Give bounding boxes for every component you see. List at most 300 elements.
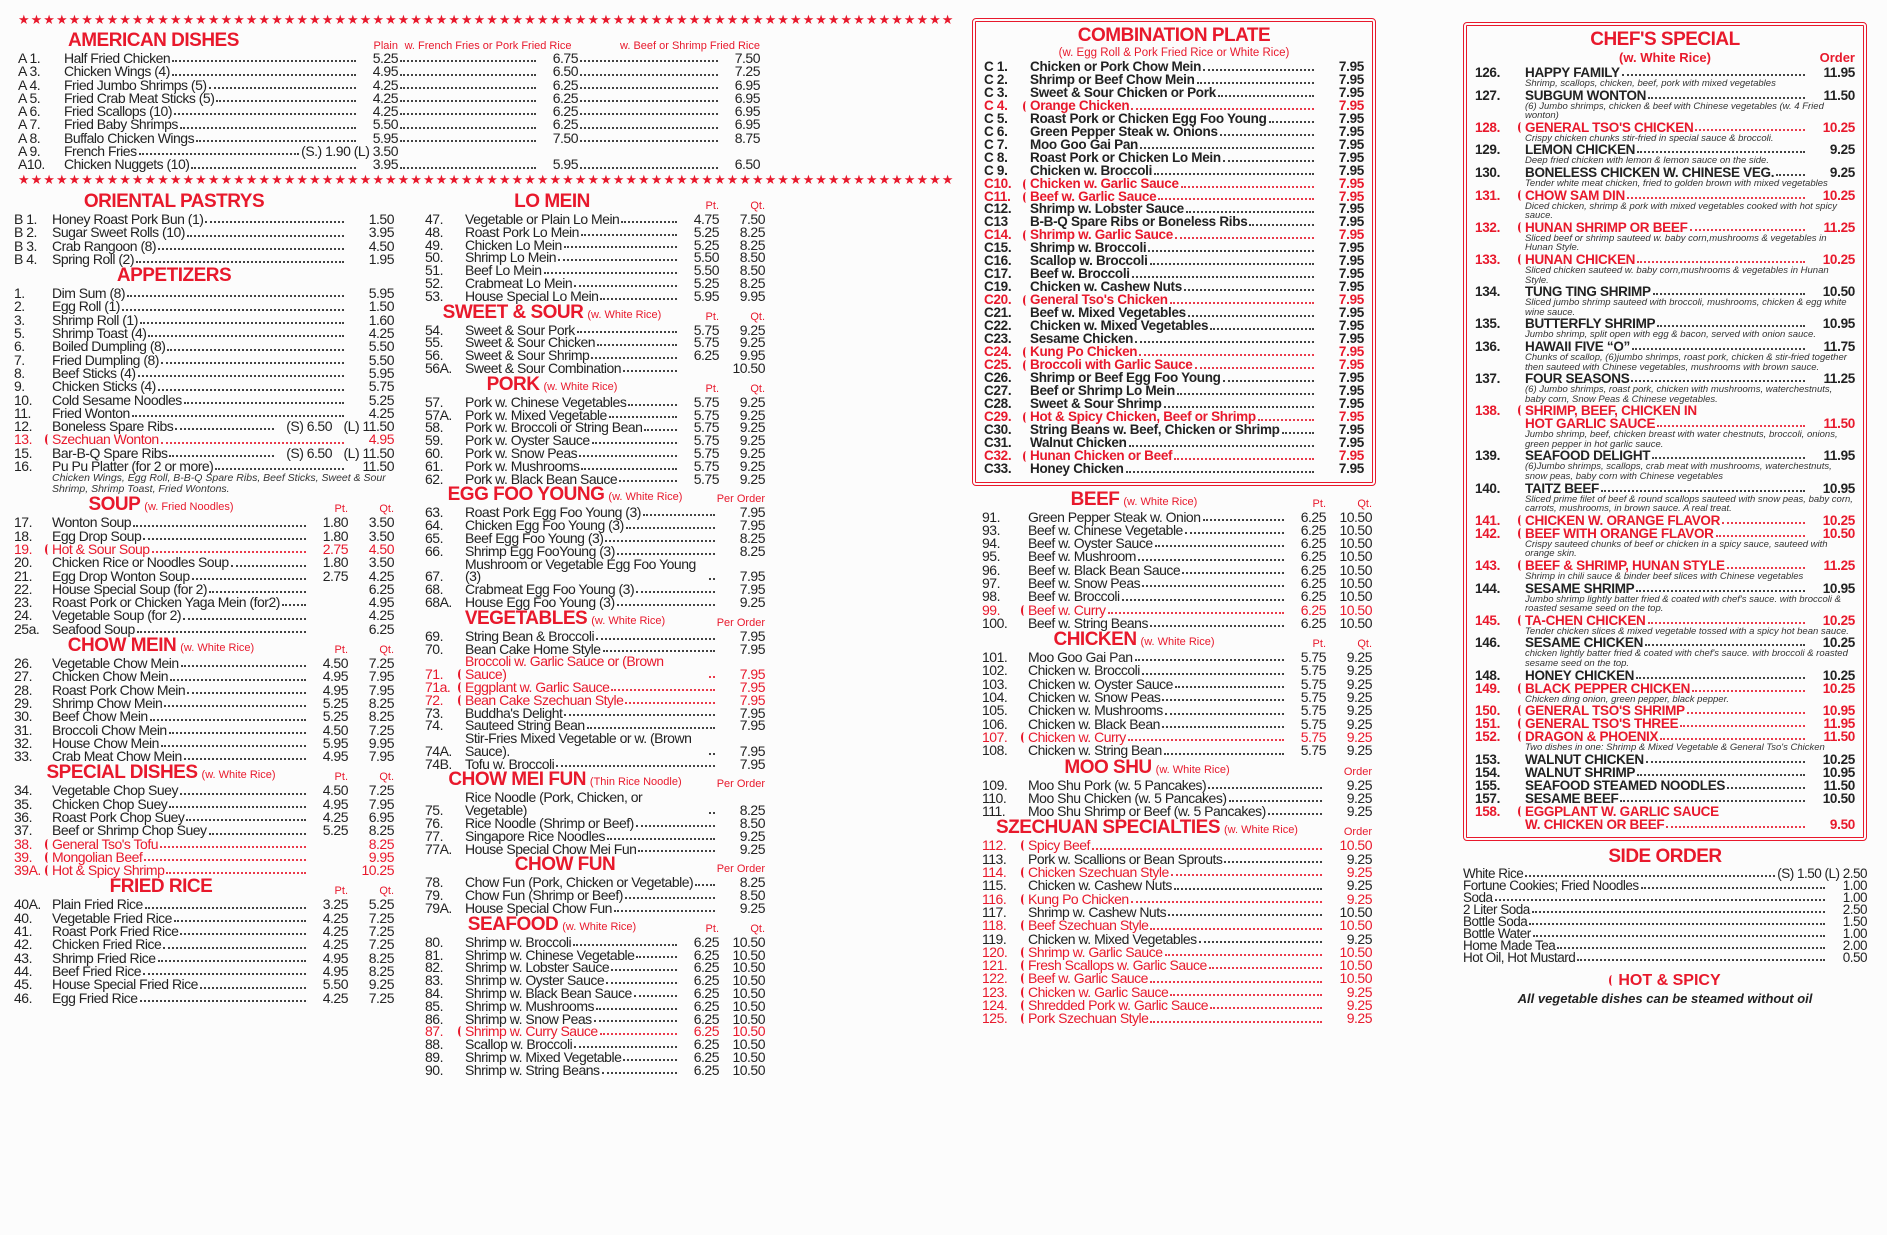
section-header [425, 915, 765, 935]
item-number: 114. [982, 866, 1028, 879]
item-number: 44. [14, 962, 32, 979]
item-number: 11. [14, 404, 31, 421]
hot-spicy-icon [45, 839, 51, 850]
item-price: 10.50 [732, 1023, 765, 1040]
dot-leader [607, 838, 715, 840]
item-price: 8.25 [739, 236, 765, 253]
section-szechuan-specialties [982, 818, 1372, 1025]
item-number: C15. [984, 240, 1012, 256]
hot-spicy-icon [1518, 560, 1524, 571]
item-number: C 1. [984, 59, 1008, 74]
dot-leader [709, 812, 715, 814]
section-title: PORK [486, 373, 540, 395]
item-description: (6) Jumbo shrimps, roast pork, chicken with mushrooms, waterchestnuts, baby corn, Snow Peas & Chinese vegetables. [1525, 384, 1833, 405]
item-price: 11.95 [1823, 716, 1855, 732]
item-number: 99. [982, 604, 1028, 617]
item-number: A10. [18, 156, 45, 173]
item-price: 7.25 [368, 909, 394, 926]
item-price: 5.25 [322, 822, 348, 839]
item-name: Sesame Chicken [1030, 331, 1134, 347]
dot-leader [574, 1046, 677, 1048]
item-price: 9.95 [739, 347, 765, 364]
item-name: Pork w. Broccoli or String Bean [465, 419, 643, 436]
item-number: 122. [982, 972, 1028, 985]
item-price: 7.95 [739, 717, 765, 734]
column-label: w. Beef or Shrimp Fried Rice [620, 40, 760, 52]
dot-leader [184, 402, 344, 404]
item-name: Sweet & Sour Combination [465, 359, 622, 376]
item-name: Boneless Spare Ribs [52, 418, 174, 435]
item-name: Buddha's Delight [465, 704, 563, 721]
item-name: Chicken Chop Suey [52, 795, 168, 812]
section-title-area [425, 855, 705, 875]
item-price: 6.25 [552, 89, 578, 106]
item-name: Shrimp w. Broccoli [465, 933, 572, 950]
section-title-area [14, 636, 308, 656]
item-number: 146. [1475, 635, 1501, 651]
item-number: 39A. [14, 864, 52, 877]
price-cell [578, 65, 760, 78]
menu-item [1475, 121, 1855, 134]
item-number: 83. [425, 972, 443, 989]
section-side-order [1463, 847, 1867, 964]
dot-leader [596, 638, 715, 640]
dot-leader [1150, 263, 1314, 265]
item-price: 7.95 [1338, 97, 1364, 113]
dot-leader [636, 825, 715, 827]
item-price: 9.25 [1346, 649, 1372, 666]
item-number: 133. [1475, 253, 1525, 266]
column-label: Qt. [1357, 497, 1372, 510]
item-price: 6.25 [693, 1061, 719, 1078]
section-chicken [982, 630, 1372, 757]
item-name: Vegetable Fried Rice [52, 909, 172, 926]
dot-leader [636, 591, 715, 593]
hot-spicy-icon [1021, 960, 1027, 971]
item-number: A 3. [18, 63, 41, 80]
item-price: 6.50 [552, 63, 578, 80]
section-title: BEEF [1070, 488, 1120, 510]
dot-leader [1155, 545, 1284, 547]
item-name: Hot & Spicy Shrimp [52, 862, 165, 879]
item-name: Chicken Lo Mein [465, 236, 562, 253]
item-name: Orange Chicken [1030, 97, 1130, 113]
item-name: Szechuan Wonton [52, 431, 159, 448]
item-price: 2.75 [322, 567, 348, 584]
item-price: 4.95 [322, 748, 348, 765]
dot-leader [580, 74, 718, 76]
item-price: 6.25 [693, 1023, 719, 1040]
item-price: 1.80 [322, 554, 348, 571]
item-number: A 8. [18, 129, 41, 146]
hot-spicy-icon [1021, 947, 1027, 958]
item-price: 9.25 [739, 419, 765, 436]
item-name: Green Pepper Steak w. Onion [1028, 508, 1201, 525]
section-subtitle: (w. White Rice) [1619, 50, 1711, 65]
section-title-area [982, 630, 1286, 650]
column-label: Qt. [379, 644, 394, 657]
item-price: 7.95 [1338, 460, 1364, 476]
item-name: EGGPLANT W. GARLIC SAUCE [1525, 803, 1719, 819]
item-number: 96. [982, 561, 1000, 578]
item-description: Sliced beef or shrimp sauteed w. baby corn,mushrooms & vegetables in Hunan Style. [1525, 232, 1827, 254]
item-price: 7.95 [1338, 214, 1364, 230]
item-price: 7.95 [1338, 343, 1364, 359]
item-price: 6.25 [693, 946, 719, 963]
item-name: Chicken w. Garlic Sauce [1028, 983, 1169, 1000]
menu-item [1475, 682, 1855, 695]
item-name: GENERAL TSO'S SHRIMP [1525, 703, 1685, 719]
item-number: 43. [14, 949, 32, 966]
item-price: 9.25 [1346, 850, 1372, 867]
item-price: 7.95 [1338, 331, 1364, 347]
item-price: 9.95 [368, 848, 394, 865]
item-name: Crab Meat Chow Mein [52, 748, 182, 765]
dot-leader [1168, 914, 1322, 916]
dot-leader [587, 727, 715, 729]
section-lo-mein [425, 192, 765, 303]
item-price: 2.75 [322, 540, 348, 557]
dot-leader [163, 947, 306, 949]
dot-leader [609, 416, 677, 418]
item-price: 7.95 [368, 795, 394, 812]
item-name: House Special Chow Fun [465, 900, 612, 917]
item-name: Chicken w. Black Bean [1028, 715, 1160, 732]
item-price: 10.50 [1339, 574, 1372, 591]
dot-leader [1645, 644, 1805, 646]
item-number: 139. [1475, 448, 1501, 464]
item-number: 77. [425, 827, 443, 844]
item-number: 52. [425, 274, 443, 291]
hot-spicy-icon [1518, 528, 1524, 539]
dot-leader [1210, 1007, 1322, 1009]
item-number: 79A. [425, 900, 452, 917]
dot-leader [1148, 250, 1314, 252]
item-price: 7.95 [1338, 318, 1364, 334]
dot-leader [174, 920, 306, 922]
item-name: Spring Roll (2) [52, 250, 134, 267]
item-number: 35. [14, 795, 32, 812]
item-number: 113. [982, 850, 1007, 867]
item-name: Roast Pork or Chicken Egg Foo Young [1030, 110, 1267, 126]
item-number: 102. [982, 662, 1008, 679]
item-price: 10.25 [1822, 512, 1855, 528]
menu-item [14, 989, 394, 1006]
item-price: 8.25 [739, 542, 765, 559]
item-price: 7.95 [739, 691, 765, 708]
item-price: 5.95 [368, 364, 394, 381]
section-title: EGG FOO YOUNG [447, 484, 605, 506]
section-special-dishes [14, 763, 394, 877]
item-number: 134. [1475, 284, 1501, 300]
item-number: 47. [425, 211, 443, 227]
item-name: SHRIMP, BEEF, CHICKEN IN [1525, 403, 1697, 419]
item-price: 10.50 [1339, 601, 1372, 618]
item-name: Dim Sum (8) [52, 285, 126, 302]
item-price: 5.75 [1300, 742, 1326, 759]
dot-leader [1660, 738, 1805, 740]
section-header [14, 877, 394, 897]
section-title: APPETIZERS [116, 265, 232, 287]
column-label: Plain [373, 40, 398, 52]
section-title-area [984, 26, 1364, 46]
hot-spicy-icon [1518, 683, 1524, 694]
item-price: 7.95 [1338, 71, 1364, 87]
column-label: Pt. [334, 503, 348, 516]
item-name: Kung Po Chicken [1030, 343, 1138, 359]
dot-leader [1131, 108, 1314, 110]
section-appetizers [14, 266, 394, 495]
dot-leader [169, 455, 274, 457]
menu-item [425, 655, 765, 681]
item-number: C 9. [984, 162, 1008, 178]
dot-leader [1170, 302, 1314, 304]
item-price: 10.95 [1822, 703, 1855, 719]
price-plain-cell [214, 89, 398, 106]
dot-leader [160, 846, 306, 848]
item-price: 7.95 [739, 704, 765, 721]
menu-item [1475, 221, 1855, 234]
item-price: 9.25 [1346, 890, 1372, 907]
dot-leader [282, 604, 306, 606]
hot-spicy-label: HOT & SPICY [1618, 971, 1721, 989]
section-title: SZECHUAN SPECIALTIES [996, 817, 1221, 839]
hot-spicy-icon [1021, 867, 1027, 878]
item-price: 4.25 [322, 923, 348, 940]
item-price: 8.25 [368, 962, 394, 979]
item-number: B 3. [14, 237, 37, 254]
item-price: 6.25 [693, 933, 719, 950]
dot-leader [709, 753, 715, 755]
item-number: 98. [982, 588, 1000, 605]
item-price: 7.25 [368, 655, 394, 672]
item-description: Jumbo shrimp lightly batter fried & coated with chef's sauce. with broccoli & roasted sesame seed on the top. [1525, 593, 1841, 615]
dot-leader [1653, 293, 1805, 295]
item-number: 25a. [14, 620, 40, 637]
item-name: FOUR SEASONS [1525, 371, 1630, 387]
item-number: 53. [425, 287, 443, 304]
item-name: Singapore Rice Noodles [465, 827, 605, 844]
item-price: 6.50 [734, 156, 760, 173]
item-price: 7.95 [1338, 59, 1364, 74]
item-name: Crab Rangoon (8) [52, 237, 157, 254]
dot-leader [1150, 1021, 1322, 1023]
item-name: Shrimp w. Garlic Sauce [1028, 943, 1163, 960]
item-name: Vegetable Soup (for 2) [52, 607, 182, 624]
dot-leader [186, 819, 306, 821]
item-name: Beef w. Oyster Sauce [1028, 535, 1153, 552]
item-price: 5.75 [1300, 702, 1326, 719]
item-number: 120. [982, 946, 1028, 959]
item-name: Beef w. Mixed Vegetables [1030, 305, 1186, 321]
item-number: 112. [982, 839, 1028, 852]
dot-leader [1195, 367, 1314, 369]
item-number: 74B. [425, 755, 452, 772]
item-name: Beef w. Black Bean Sauce [1028, 561, 1181, 578]
item-number: B 2. [14, 224, 37, 241]
item-price: 9.25 [739, 840, 765, 857]
item-price: 10.50 [1339, 957, 1372, 974]
item-number: 74. [425, 717, 443, 734]
item-number: 86. [425, 1010, 443, 1027]
item-price: 5.75 [693, 406, 719, 423]
item-name: Hot & Sour Soup [52, 540, 150, 557]
item-number: 148. [1475, 667, 1501, 683]
section-sweet-sour [425, 303, 765, 375]
item-name: Shrimp Egg FooYoung (3) [465, 542, 615, 559]
item-name: Roast Pork Egg Foo Young (3) [465, 504, 641, 521]
section-title: CHEF'S SPECIAL [1590, 29, 1740, 50]
item-number: 152. [1475, 730, 1525, 743]
hot-spicy-icon [1518, 615, 1524, 626]
item-price: 7.95 [739, 678, 765, 695]
item-price: 7.95 [1338, 149, 1364, 165]
item-price: 9.25 [1346, 715, 1372, 732]
dot-leader [621, 221, 677, 223]
item-name: Fried Crab Meat Sticks (5) [64, 89, 215, 106]
item-price: 7.25 [368, 936, 394, 953]
item-price: 4.25 [322, 989, 348, 1006]
dot-leader [1727, 787, 1805, 789]
menu-column-3 [972, 18, 1376, 1026]
price-plain-cell [207, 76, 398, 93]
dot-leader [1122, 599, 1284, 601]
section-title: MOO SHU [1064, 756, 1152, 778]
hot-spicy-icon [1023, 179, 1029, 190]
dot-leader [400, 74, 536, 76]
item-price: 7.95 [1338, 447, 1364, 463]
item-price: 9.25 [739, 321, 765, 338]
item-price: 9.25 [1346, 930, 1372, 947]
item-number: 8. [14, 364, 25, 381]
menu-item [425, 791, 765, 817]
item-price: 1.50 [1842, 913, 1867, 929]
hot-spicy-icon [45, 852, 51, 863]
dot-leader [1129, 445, 1314, 447]
dot-leader [191, 167, 356, 169]
item-name: HUNAN SHRIMP OR BEEF [1525, 219, 1688, 235]
item-name: Moo Shu Pork (w. 5 Pancakes) [1028, 776, 1207, 793]
item-price: 6.75 [552, 50, 578, 66]
column-label: Per Order [716, 616, 765, 629]
item-price: 10.50 [732, 985, 765, 1002]
item-price: 6.95 [734, 76, 760, 93]
dot-leader [158, 389, 344, 391]
item-name: CHOW SAM DIN [1525, 187, 1625, 203]
item-description: Tender white meat chicken, fried to golden brown with mixed vegetables [1525, 177, 1828, 189]
item-price: 10.50 [732, 1036, 765, 1053]
section-header [425, 485, 765, 505]
item-price: 3.50 [368, 527, 394, 544]
dot-leader [564, 714, 715, 716]
item-number: 30. [14, 708, 32, 725]
item-name: 2 Liter Soda [1463, 901, 1530, 917]
hot-spicy-icon [1518, 515, 1524, 526]
item-name: Sweet & Sour Shrimp [1030, 395, 1162, 411]
item-number: 84. [425, 985, 443, 1002]
menu-item [982, 614, 1372, 631]
item-price: 5.25 [693, 236, 719, 253]
dot-leader [1199, 941, 1322, 943]
item-name: Fried Scallops (10) [64, 103, 172, 120]
item-number: 60. [425, 444, 443, 461]
dot-leader [1692, 690, 1805, 692]
item-price: 7.95 [1338, 123, 1364, 139]
dot-leader [1092, 848, 1322, 850]
item-number: C 5. [984, 110, 1008, 126]
item-price: 4.25 [368, 567, 394, 584]
dot-leader [1182, 572, 1284, 574]
item-number: C25. [984, 359, 1030, 372]
item-price: 7.50 [552, 129, 578, 146]
dot-leader [580, 140, 718, 142]
item-price: 6.25 [693, 347, 719, 364]
item-price: 7.95 [1338, 188, 1364, 204]
item-number: 79. [425, 887, 443, 904]
item-name: Chicken w. Curry [1028, 728, 1126, 745]
item-price: 10.25 [1822, 119, 1855, 135]
dot-leader [558, 259, 677, 261]
item-price: 1.80 [322, 527, 348, 544]
dot-leader [1636, 677, 1805, 679]
item-price: 4.75 [693, 211, 719, 227]
item-name: House Chow Mein [52, 734, 159, 751]
item-price: 11.50 [1823, 416, 1855, 432]
item-price: 6.25 [1300, 535, 1326, 552]
item-number: 49. [425, 236, 443, 253]
item-price: 7.95 [1338, 369, 1364, 385]
item-price: 6.25 [693, 972, 719, 989]
item-number: 71. [425, 668, 465, 681]
section-header [982, 758, 1372, 778]
dot-leader [169, 732, 306, 734]
item-price: 5.50 [368, 351, 394, 368]
item-number: 154. [1475, 764, 1501, 780]
menu-item [1475, 792, 1855, 805]
item-name: Vegetable Chop Suey [52, 782, 178, 799]
dot-leader [619, 480, 677, 482]
item-price: 4.50 [368, 237, 394, 254]
item-number: 15. [14, 444, 32, 461]
item-description: Chicken Wings, Egg Roll, B-B-Q Spare Ribs, Beef Sticks, Sweet & Sour Shrimp, Shrimp Toast, Fried Wontons. [52, 472, 386, 496]
price-cell [398, 76, 578, 93]
dot-leader [136, 261, 344, 263]
item-price: 9.25 [1346, 789, 1372, 806]
item-price: 10.25 [1822, 635, 1855, 651]
item-price: 7.95 [1338, 253, 1364, 269]
item-number: C22. [984, 318, 1012, 334]
menu-item [1475, 582, 1855, 595]
item-price: 8.25 [368, 708, 394, 725]
item-price: 5.50 [693, 262, 719, 279]
item-price: 4.25 [322, 808, 348, 825]
dot-leader [183, 618, 306, 620]
item-price: 7.95 [1338, 279, 1364, 295]
item-price: 9.25 [1346, 689, 1372, 706]
dot-leader [181, 665, 306, 667]
item-number: 68A. [425, 593, 452, 610]
item-name: General Tso's Chicken [1030, 292, 1168, 308]
column-label: Pt. [705, 310, 719, 323]
section-title: COMBINATION PLATE [1077, 25, 1271, 46]
dot-leader [1135, 659, 1284, 661]
item-price: 1.00 [1842, 925, 1867, 941]
item-name: Bottle Water [1463, 925, 1531, 941]
dot-leader [1164, 406, 1314, 408]
item-name: White Rice [1463, 865, 1524, 881]
dot-leader [192, 578, 306, 580]
item-name: Shrimp w. Broccoli [1030, 240, 1147, 256]
